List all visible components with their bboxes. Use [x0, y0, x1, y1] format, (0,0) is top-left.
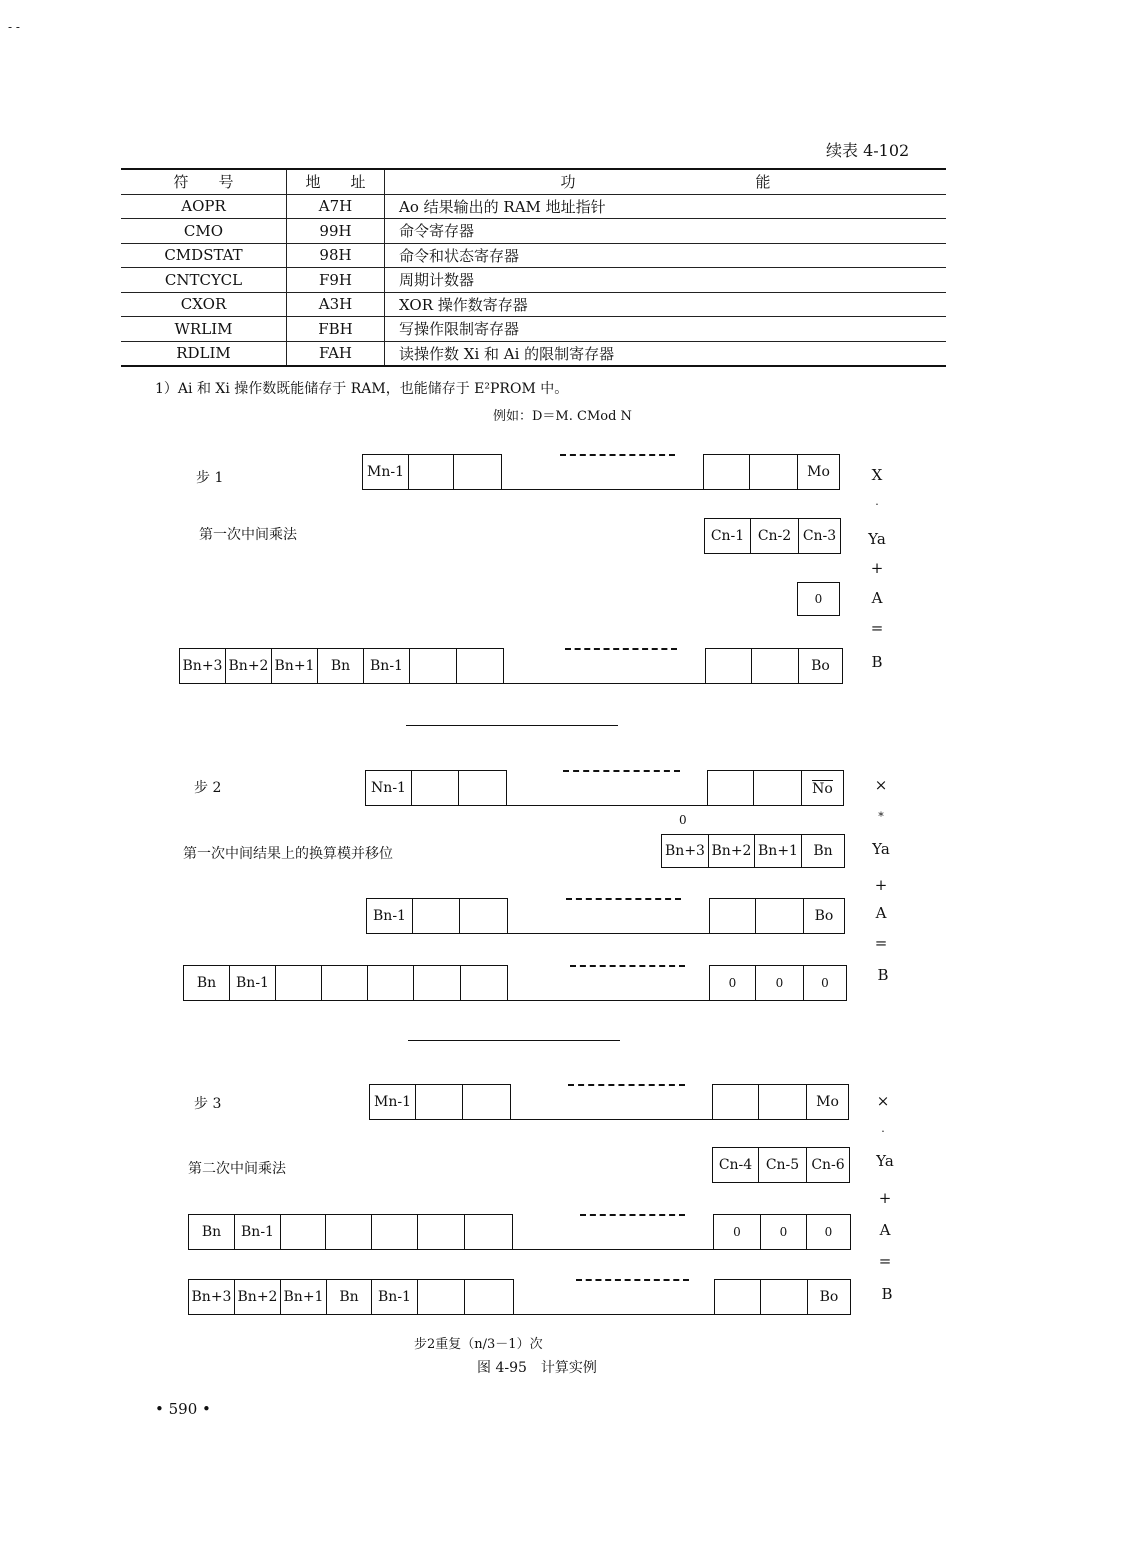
register-cell: 0 [806, 1214, 851, 1250]
register-cell [417, 1214, 464, 1250]
cell-address: A7H [287, 194, 385, 219]
table-caption: 续表 4-102 [826, 141, 910, 160]
header-symbol: 符 号 [121, 169, 287, 194]
register-cell [709, 898, 755, 934]
step1-description: 第一次中间乘法 [199, 527, 297, 543]
symbol-plus: + [870, 559, 884, 577]
table-row [121, 292, 946, 317]
register-cell [760, 1279, 807, 1315]
symbol-a: A [875, 904, 887, 922]
symbol-dot: · [875, 498, 879, 511]
register-cell: Bn+1 [280, 1279, 326, 1315]
dash-line [568, 1084, 685, 1086]
cell-symbol: CNTCYCL [121, 268, 287, 293]
symbol-b: B [881, 1285, 893, 1303]
register-cell: Bo [807, 1279, 851, 1315]
register-cell [753, 770, 801, 806]
register-cell: Cn-4 [712, 1147, 758, 1183]
register-cell: Bn+3 [179, 648, 225, 684]
cell-function: 命令和状态寄存器 [385, 243, 947, 268]
dash-line [560, 454, 675, 456]
register-cell [280, 1214, 325, 1250]
register-cell: Bn+2 [708, 834, 754, 868]
step2-description: 第一次中间结果上的换算模并移位 [183, 846, 393, 862]
symbol-a: A [871, 589, 883, 607]
symbol-dot: · [881, 1125, 885, 1138]
cell-address: F9H [287, 268, 385, 293]
cell-symbol: RDLIM [121, 341, 287, 366]
register-cell: Bo [803, 898, 845, 934]
register-gap [501, 454, 703, 490]
overlined-label: No [812, 780, 833, 797]
register-gap [507, 898, 709, 934]
register-cell: Bn [183, 965, 229, 1001]
table-row [121, 194, 946, 219]
symbol-b: B [871, 653, 883, 671]
register-gap [506, 770, 707, 806]
register-cell [749, 454, 797, 490]
cell-symbol: AOPR [121, 194, 287, 219]
symbol-multiply: X [871, 466, 883, 484]
register-cell: Cn-2 [750, 518, 798, 554]
register-cell [409, 648, 456, 684]
cell-function: 命令寄存器 [385, 219, 947, 244]
symbol-ya: Ya [876, 1152, 894, 1170]
step1-label: 步 1 [196, 470, 224, 486]
register-cell: Mn-1 [369, 1084, 415, 1120]
register-cell [411, 770, 458, 806]
register-cell: Bn-1 [234, 1214, 280, 1250]
register-cell [408, 454, 453, 490]
register-cell: Bn-1 [366, 898, 412, 934]
register-gap [513, 1279, 714, 1315]
cell-function: Ao 结果输出的 RAM 地址指针 [385, 194, 947, 219]
register-cell: Mn-1 [362, 454, 408, 490]
symbol-plus: + [878, 1189, 892, 1207]
cell-symbol: CXOR [121, 292, 287, 317]
register-cell: Bn-1 [229, 965, 275, 1001]
register-cell [707, 770, 753, 806]
register-cell: 0 [755, 965, 803, 1001]
register-cell: 0 [713, 1214, 760, 1250]
table-row [121, 341, 946, 366]
symbol-ya: Ya [872, 840, 890, 858]
register-cell [321, 965, 367, 1001]
register-cell [712, 1084, 758, 1120]
register-cell [413, 965, 460, 1001]
cell-symbol: CMDSTAT [121, 243, 287, 268]
step2-label: 步 2 [194, 780, 222, 796]
register-cell [458, 770, 506, 806]
cell-symbol: CMO [121, 219, 287, 244]
register-cell [415, 1084, 462, 1120]
register-cell [459, 898, 507, 934]
register-cell: Cn-6 [806, 1147, 850, 1183]
register-cell: Bn-1 [371, 1279, 417, 1315]
register-cell: 0 [709, 965, 755, 1001]
register-cell [367, 965, 413, 1001]
example-title: 例如：D＝M. CMod N [493, 409, 632, 424]
header-function: 功 能 [385, 169, 947, 194]
register-cell: Bo [798, 648, 843, 684]
register-cell: Bn+3 [661, 834, 708, 868]
register-cell: Bn+1 [754, 834, 801, 868]
carry-zero: 0 [679, 813, 687, 827]
dash-line [563, 770, 680, 772]
register-cell: Bn [801, 834, 845, 868]
cell-function: XOR 操作数寄存器 [385, 292, 947, 317]
cell-address: FBH [287, 317, 385, 342]
header-address: 地 址 [287, 169, 385, 194]
register-cell: Cn-1 [704, 518, 750, 554]
symbol-a: A [879, 1221, 891, 1239]
register-cell: Nn-1 [365, 770, 411, 806]
cell-address: 99H [287, 219, 385, 244]
symbol-multiply: × [874, 776, 888, 794]
register-cell: Bn+2 [234, 1279, 280, 1315]
register-cell [412, 898, 459, 934]
symbol-equals: = [878, 1252, 892, 1270]
register-gap [510, 1084, 712, 1120]
register-cell [462, 1084, 510, 1120]
register-cell [464, 1279, 513, 1315]
register-gap [512, 1214, 713, 1250]
register-cell [755, 898, 803, 934]
repeat-note: 步2重复（n/3－1）次 [414, 1337, 543, 1352]
register-cell [325, 1214, 371, 1250]
register-cell [371, 1214, 417, 1250]
register-cell [456, 648, 503, 684]
register-cell: 0 [803, 965, 847, 1001]
table-header-row [121, 169, 946, 194]
figure-caption: 图 4-95 计算实例 [477, 1360, 597, 1376]
register-cell [714, 1279, 760, 1315]
symbol-star: * [878, 810, 884, 823]
cell-function: 周期计数器 [385, 268, 947, 293]
register-cell: Mo [797, 454, 840, 490]
symbol-equals: = [874, 934, 888, 952]
dash-line [580, 1214, 685, 1216]
symbol-equals: = [870, 619, 884, 637]
cell-address: 98H [287, 243, 385, 268]
register-cell: Bn [326, 1279, 371, 1315]
register-gap [507, 965, 709, 1001]
step-separator [408, 1040, 620, 1041]
register-cell [417, 1279, 464, 1315]
dash-line [570, 965, 685, 967]
corner-mark: - - [8, 20, 20, 34]
symbol-ya: Ya [868, 530, 886, 548]
footnote: 1）Ai 和 Xi 操作数既能储存于 RAM，也能储存于 E²PROM 中。 [155, 381, 569, 397]
register-cell [758, 1084, 806, 1120]
register-cell: 0 [760, 1214, 806, 1250]
step-separator [406, 725, 618, 726]
register-cell: Bn+3 [188, 1279, 234, 1315]
register-cell [751, 648, 798, 684]
table-row [121, 268, 946, 293]
register-cell: Bn+2 [225, 648, 271, 684]
register-cell: Bn-1 [363, 648, 409, 684]
register-cell [460, 965, 507, 1001]
dash-line [576, 1279, 689, 1281]
register-gap [503, 648, 705, 684]
table-row [121, 219, 946, 244]
register-cell: Cn-5 [758, 1147, 806, 1183]
cell-address: A3H [287, 292, 385, 317]
register-cell [801, 770, 844, 806]
dash-line [566, 898, 681, 900]
cell-function: 读操作数 Xi 和 Ai 的限制寄存器 [385, 341, 947, 366]
register-cell: Bn+1 [271, 648, 317, 684]
cell-function: 写操作限制寄存器 [385, 317, 947, 342]
symbol-multiply: × [876, 1092, 890, 1110]
cell-address: FAH [287, 341, 385, 366]
register-cell [705, 648, 751, 684]
step3-label: 步 3 [194, 1096, 222, 1112]
register-table [121, 168, 946, 367]
register-cell [464, 1214, 512, 1250]
register-cell [703, 454, 749, 490]
register-cell: Bn [317, 648, 363, 684]
register-cell: Mo [806, 1084, 849, 1120]
step3-description: 第二次中间乘法 [188, 1161, 286, 1177]
symbol-plus: + [874, 876, 888, 894]
table-row [121, 317, 946, 342]
table-row [121, 243, 946, 268]
cell-symbol: WRLIM [121, 317, 287, 342]
symbol-b: B [877, 966, 889, 984]
page-number: • 590 • [155, 1400, 211, 1418]
register-cell [275, 965, 321, 1001]
register-cell: 0 [797, 582, 840, 616]
register-cell: Bn [188, 1214, 234, 1250]
dash-line [565, 648, 677, 650]
register-cell: Cn-3 [798, 518, 841, 554]
register-cell [453, 454, 501, 490]
